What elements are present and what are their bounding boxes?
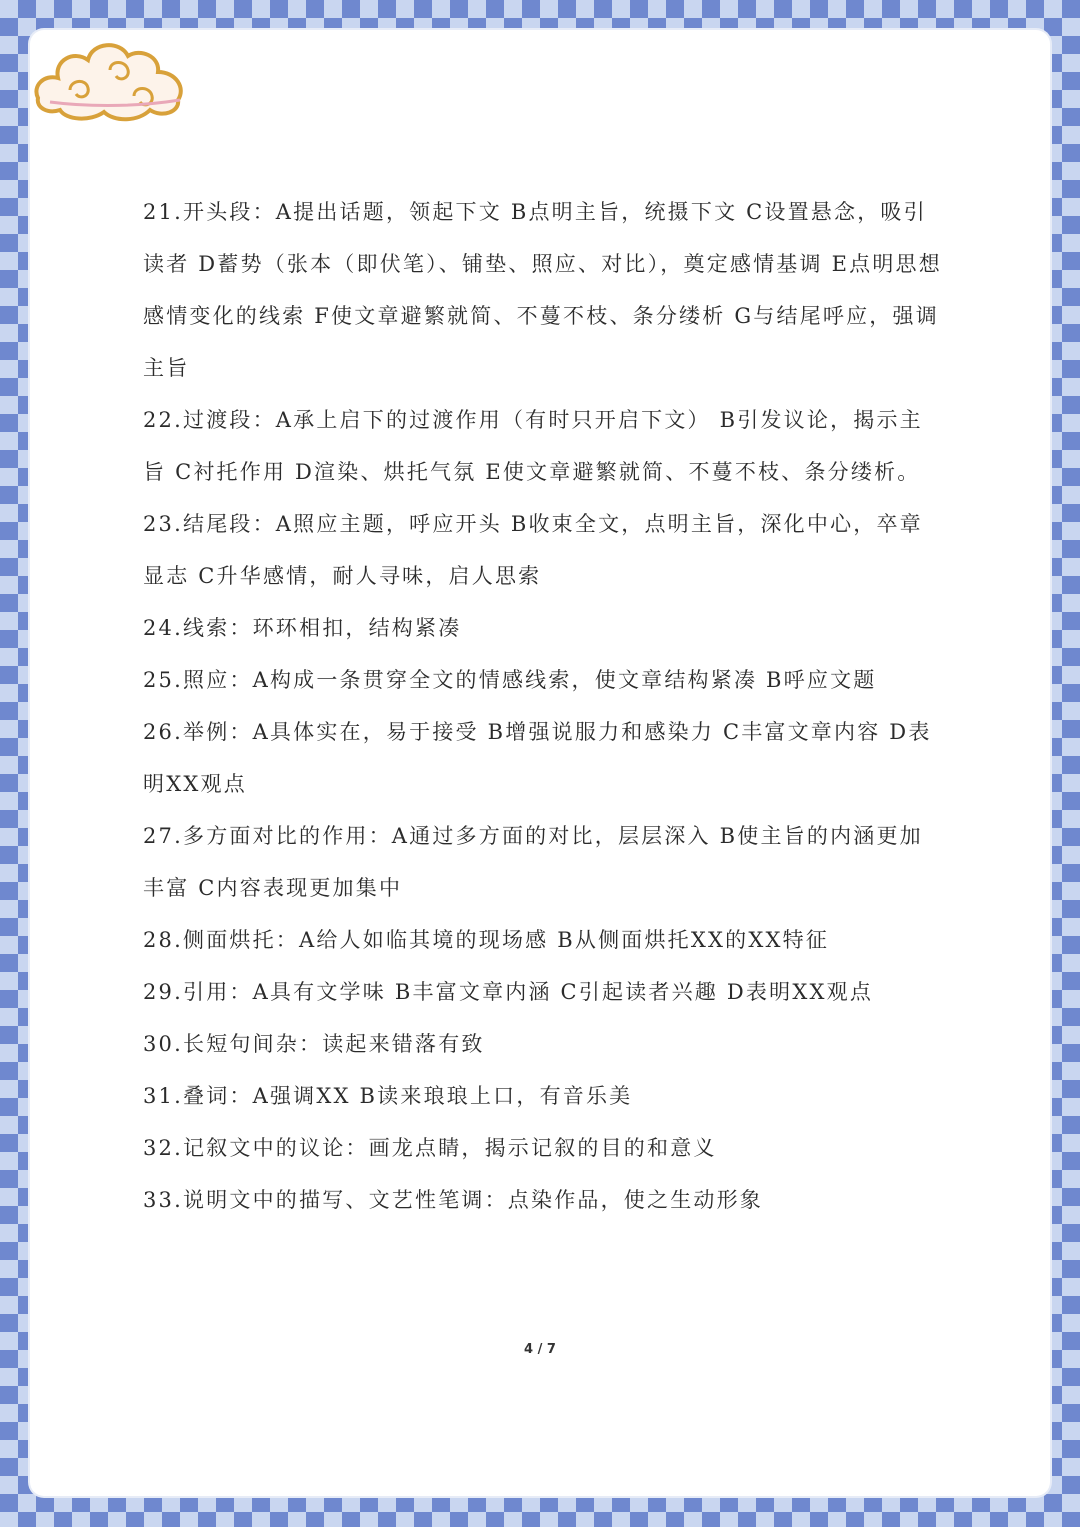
paragraph: 24.线索：环环相扣，结构紧凑 — [143, 616, 462, 640]
paragraph: 29.引用：A具有文学味 B丰富文章内涵 C引起读者兴趣 D表明XX观点 — [143, 980, 874, 1004]
paragraph: 33.说明文中的描写、文艺性笔调：点染作品，使之生动形象 — [143, 1188, 763, 1212]
paragraph: 31.叠词：A强调XX B读来琅琅上口，有音乐美 — [143, 1084, 633, 1108]
paragraph: 22.过渡段：A承上启下的过渡作用（有时只开启下文） B引发议论，揭示主旨 C衬托作用 D渲染、烘托气氛 E使文章避繁就简、不蔓不枝、条分缕析。 — [143, 408, 923, 484]
paragraph: 27.多方面对比的作用：A通过多方面的对比，层层深入 B使主旨的内涵更加丰富 C内容表现更加集中 — [143, 824, 923, 900]
cloud-icon — [30, 30, 190, 130]
page-number: 4 / 7 — [524, 1342, 556, 1357]
paragraph: 26.举例：A具体实在，易于接受 B增强说服力和感染力 C丰富文章内容 D表明XX观点 — [143, 720, 932, 796]
paragraph: 28.侧面烘托：A给人如临其境的现场感 B从侧面烘托XX的XX特征 — [143, 928, 830, 952]
paragraph: 32.记叙文中的议论：画龙点睛，揭示记叙的目的和意义 — [143, 1136, 717, 1160]
paragraph: 30.长短句间杂：读起来错落有致 — [143, 1032, 485, 1056]
document-page — [30, 30, 1050, 1496]
paragraph: 25.照应：A构成一条贯穿全文的情感线索，使文章结构紧凑 B呼应文题 — [143, 668, 877, 692]
paragraph: 21.开头段：A提出话题，领起下文 B点明主旨，统摄下文 C设置悬念，吸引读者 D蓄势（张本（即伏笔）、铺垫、照应、对比），奠定感情基调 E点明思想感情变化的线索 F使文章避繁就简、不蔓不枝、条分缕析 G与结尾呼应，强调主旨 — [143, 200, 942, 380]
paragraph: 23.结尾段：A照应主题，呼应开头 B收束全文，点明主旨，深化中心，卒章显志 C升华感情，耐人寻味，启人思索 — [143, 512, 923, 588]
document-body — [143, 186, 943, 1226]
